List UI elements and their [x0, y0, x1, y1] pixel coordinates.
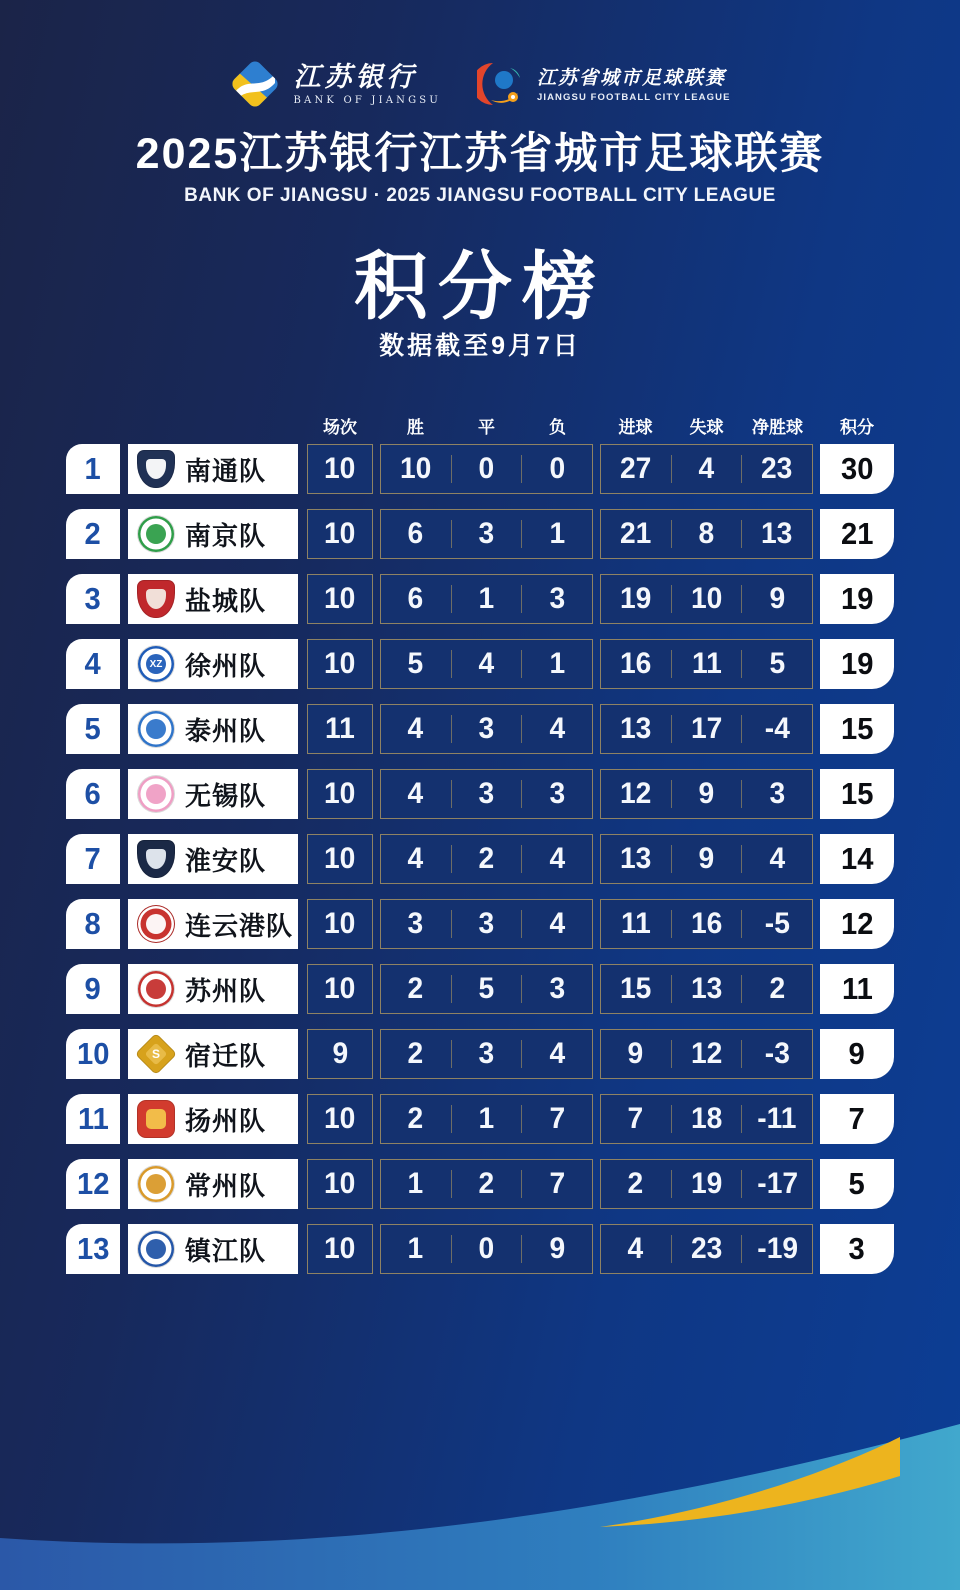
table-row — [66, 509, 894, 559]
rank-badge — [66, 899, 120, 949]
column-header-goal-diff: 净胜球 — [752, 417, 803, 437]
cell-loss: 4 — [549, 1037, 566, 1070]
cell-goals-for: 4 — [627, 1232, 644, 1265]
cell-played: 10 — [307, 1224, 373, 1274]
team-crest-initials: S — [151, 1047, 160, 1061]
cell-loss: 9 — [549, 1232, 566, 1265]
team-name: 常州队 — [185, 1170, 267, 1201]
team-cell — [128, 1224, 298, 1274]
rank-badge — [66, 1029, 120, 1079]
rank-badge — [66, 769, 120, 819]
points-badge — [820, 1224, 894, 1274]
cell-goal-diff: 9 — [769, 582, 786, 615]
points-value: 21 — [840, 516, 874, 551]
cell-win: 4 — [407, 842, 424, 875]
cell-win: 10 — [400, 452, 432, 485]
bank-logo-text — [293, 63, 440, 106]
rank-number: 2 — [84, 516, 102, 551]
cell-played: 10 — [307, 834, 373, 884]
points-badge — [820, 1094, 894, 1144]
team-crest-icon — [137, 1100, 175, 1138]
table-row — [66, 964, 894, 1014]
cell-win: 2 — [407, 1102, 424, 1135]
cell-loss: 1 — [549, 647, 566, 680]
cell-group-win-draw-loss — [380, 1159, 593, 1209]
team-crest-icon — [137, 1230, 175, 1268]
cell-group-win-draw-loss — [380, 1094, 593, 1144]
league-name-en: JIANGSU FOOTBALL CITY LEAGUE — [536, 91, 731, 103]
cell-win: 3 — [407, 907, 424, 940]
rank-number: 5 — [84, 711, 102, 746]
cell-goals-against: 19 — [690, 1167, 723, 1200]
team-name: 扬州队 — [185, 1105, 267, 1136]
points-badge — [820, 964, 894, 1014]
table-row — [66, 639, 894, 689]
rank-badge — [66, 1224, 120, 1274]
cell-goals-against: 4 — [698, 452, 715, 485]
table-row — [66, 574, 894, 624]
table-row — [66, 899, 894, 949]
points-value: 9 — [848, 1036, 866, 1071]
points-badge — [820, 769, 894, 819]
team-crest-initials — [138, 971, 174, 1007]
cell-loss: 0 — [549, 452, 566, 485]
cell-loss: 4 — [549, 842, 566, 875]
rank-number: 9 — [84, 971, 102, 1006]
league-logo-group — [477, 60, 731, 108]
table-row — [66, 1224, 894, 1274]
cell-goal-diff: 3 — [769, 777, 786, 810]
team-cell — [128, 1094, 298, 1144]
team-name: 盐城队 — [185, 585, 267, 616]
cell-goals-against: 9 — [698, 842, 715, 875]
cell-goals-for: 13 — [620, 712, 652, 745]
cell-draw: 1 — [478, 1102, 495, 1135]
team-crest-icon — [137, 970, 175, 1008]
rank-number: 3 — [84, 581, 102, 616]
team-crest-icon — [137, 645, 175, 683]
rank-badge — [66, 639, 120, 689]
table-row — [66, 1159, 894, 1209]
rank-badge — [66, 509, 120, 559]
standings-table — [66, 413, 894, 1274]
rank-badge — [66, 1094, 120, 1144]
rank-number: 6 — [84, 776, 102, 811]
cell-group-win-draw-loss — [380, 574, 593, 624]
rank-number: 1 — [84, 451, 102, 486]
team-cell — [128, 704, 298, 754]
bank-name-cn: 江苏银行 — [293, 61, 418, 93]
league-logo-icon — [477, 60, 525, 108]
team-crest-icon — [137, 1165, 175, 1203]
rank-badge — [66, 444, 120, 494]
gold-swoosh — [600, 1437, 900, 1527]
cell-played: 10 — [307, 509, 373, 559]
cell-goal-diff: -5 — [764, 907, 790, 940]
cell-goal-diff: -4 — [764, 712, 790, 745]
cell-draw: 3 — [478, 777, 495, 810]
team-crest-initials — [138, 516, 174, 552]
cell-loss: 3 — [549, 972, 566, 1005]
cell-win: 1 — [407, 1167, 424, 1200]
column-header-draw: 平 — [478, 417, 495, 437]
column-header-goals-against: 失球 — [689, 417, 724, 437]
points-badge — [820, 899, 894, 949]
cell-group-win-draw-loss — [380, 639, 593, 689]
cell-group-win-draw-loss — [380, 834, 593, 884]
cell-group-goals — [600, 704, 813, 754]
league-logo-text — [537, 66, 731, 103]
cell-goals-for: 19 — [620, 582, 652, 615]
cell-goals-against: 16 — [690, 907, 723, 940]
points-value: 7 — [848, 1101, 866, 1136]
cell-win: 6 — [407, 517, 424, 550]
cell-group-win-draw-loss — [380, 899, 593, 949]
cell-goals-for: 21 — [620, 517, 652, 550]
cell-draw: 0 — [478, 1232, 495, 1265]
team-cell — [128, 574, 298, 624]
team-cell — [128, 444, 298, 494]
cell-draw: 3 — [478, 712, 495, 745]
rank-number: 7 — [84, 841, 102, 876]
cell-win: 2 — [407, 1037, 424, 1070]
team-crest-icon — [137, 515, 175, 553]
points-value: 30 — [840, 451, 874, 486]
cell-group-win-draw-loss — [380, 509, 593, 559]
logo-row — [0, 54, 960, 114]
cell-goals-for: 13 — [620, 842, 652, 875]
cell-goals-against: 8 — [698, 517, 715, 550]
points-value: 14 — [840, 841, 874, 876]
team-name: 南京队 — [185, 520, 267, 551]
cell-loss: 4 — [549, 907, 566, 940]
team-crest-icon — [137, 710, 175, 748]
cell-draw: 3 — [478, 517, 495, 550]
cell-goals-for: 16 — [620, 647, 652, 680]
table-row — [66, 1094, 894, 1144]
cell-goal-diff: 5 — [769, 647, 786, 680]
rank-badge — [66, 964, 120, 1014]
cell-group-win-draw-loss — [380, 1224, 593, 1274]
column-header-points: 积分 — [840, 417, 874, 437]
cell-goal-diff: 4 — [769, 842, 786, 875]
cell-played: 10 — [307, 899, 373, 949]
points-badge — [820, 639, 894, 689]
team-name: 南通队 — [185, 455, 267, 486]
cell-goal-diff: -3 — [764, 1037, 790, 1070]
rank-badge — [66, 574, 120, 624]
cell-draw: 2 — [478, 1167, 495, 1200]
cell-group-goals — [600, 639, 813, 689]
rank-number: 10 — [76, 1036, 110, 1071]
cell-goals-against: 13 — [690, 972, 723, 1005]
points-value: 5 — [848, 1166, 866, 1201]
team-cell — [128, 1159, 298, 1209]
cell-draw: 3 — [478, 1037, 495, 1070]
points-badge — [820, 509, 894, 559]
points-badge — [820, 444, 894, 494]
team-crest-icon — [137, 905, 175, 943]
team-crest-icon — [137, 450, 175, 488]
cell-draw: 1 — [478, 582, 495, 615]
cell-win: 1 — [407, 1232, 424, 1265]
table-row — [66, 1029, 894, 1079]
cell-goals-for: 2 — [627, 1167, 644, 1200]
cell-group-win-draw-loss — [380, 769, 593, 819]
cell-loss: 3 — [549, 582, 566, 615]
team-crest-initials — [138, 711, 174, 747]
cell-played: 10 — [307, 1094, 373, 1144]
points-value: 11 — [841, 971, 873, 1006]
points-badge — [820, 1159, 894, 1209]
team-cell — [128, 834, 298, 884]
data-cutoff-note: 数据截至9月7日 — [379, 332, 581, 360]
table-body — [66, 444, 894, 1274]
cell-goals-against: 17 — [690, 712, 723, 745]
cell-goals-against: 23 — [690, 1232, 723, 1265]
cell-loss: 3 — [549, 777, 566, 810]
cell-group-win-draw-loss — [380, 704, 593, 754]
team-crest-initials — [138, 906, 174, 942]
cell-group-goals — [600, 1029, 813, 1079]
cell-played: 10 — [307, 1159, 373, 1209]
cell-goals-for: 11 — [620, 907, 651, 940]
league-name-cn: 江苏省城市足球联赛 — [536, 66, 726, 89]
rank-number: 12 — [76, 1166, 110, 1201]
cell-win: 6 — [407, 582, 424, 615]
cell-win: 4 — [407, 712, 424, 745]
team-cell — [128, 964, 298, 1014]
column-headers — [66, 413, 894, 437]
cell-group-goals — [600, 444, 813, 494]
team-cell — [128, 769, 298, 819]
team-crest-initials — [138, 581, 174, 617]
points-value: 12 — [840, 906, 874, 941]
cell-loss: 4 — [549, 712, 566, 745]
points-value: 19 — [840, 646, 874, 681]
table-row — [66, 769, 894, 819]
column-header-loss: 负 — [549, 417, 566, 437]
cell-played: 11 — [307, 704, 373, 754]
cell-played: 10 — [307, 444, 373, 494]
light-blue-band — [0, 1424, 960, 1590]
cell-group-goals — [600, 964, 813, 1014]
cell-group-goals — [600, 1094, 813, 1144]
team-name: 泰州队 — [185, 715, 267, 746]
points-badge — [820, 574, 894, 624]
column-header-played: 场次 — [323, 417, 357, 437]
cell-group-goals — [600, 834, 813, 884]
cell-goals-against: 11 — [691, 647, 722, 680]
team-cell — [128, 509, 298, 559]
cell-win: 2 — [407, 972, 424, 1005]
cell-goals-for: 27 — [620, 452, 652, 485]
cell-group-goals — [600, 769, 813, 819]
team-cell — [128, 639, 298, 689]
cell-played: 9 — [307, 1029, 373, 1079]
team-name: 徐州队 — [185, 650, 267, 681]
cell-loss: 7 — [549, 1102, 566, 1135]
cell-goals-for: 7 — [627, 1102, 644, 1135]
rank-badge — [66, 1159, 120, 1209]
cell-draw: 2 — [478, 842, 495, 875]
cell-group-goals — [600, 1224, 813, 1274]
cell-goals-for: 12 — [620, 777, 652, 810]
page-title: 2025江苏银行江苏省城市足球联赛 — [135, 130, 825, 178]
points-value: 3 — [848, 1231, 866, 1266]
table-row — [66, 834, 894, 884]
points-value: 19 — [840, 581, 874, 616]
cell-draw: 0 — [478, 452, 495, 485]
cell-group-win-draw-loss — [380, 964, 593, 1014]
team-crest-icon — [137, 840, 175, 878]
rank-number: 13 — [76, 1231, 110, 1266]
cell-goals-against: 12 — [690, 1037, 723, 1070]
points-badge — [820, 834, 894, 884]
team-crest-initials — [138, 451, 174, 487]
standings-title: 积分榜 — [354, 245, 606, 328]
cell-goal-diff: 2 — [769, 972, 786, 1005]
team-name: 镇江队 — [185, 1235, 267, 1266]
cell-goals-for: 9 — [627, 1037, 644, 1070]
team-name: 宿迁队 — [185, 1040, 267, 1071]
cell-draw: 5 — [478, 972, 495, 1005]
cell-draw: 4 — [478, 647, 495, 680]
cell-group-goals — [600, 509, 813, 559]
cell-win: 4 — [407, 777, 424, 810]
cell-goals-against: 9 — [698, 777, 715, 810]
column-header-win: 胜 — [407, 417, 424, 437]
cell-goal-diff: -11 — [757, 1102, 797, 1135]
cell-played: 10 — [307, 769, 373, 819]
team-crest-icon — [135, 1033, 177, 1075]
bank-of-jiangsu-logo-icon — [229, 58, 281, 110]
cell-draw: 3 — [478, 907, 495, 940]
cell-goal-diff: 23 — [761, 452, 793, 485]
team-name: 无锡队 — [185, 780, 267, 811]
team-crest-icon — [137, 775, 175, 813]
rank-number: 4 — [84, 646, 102, 681]
cell-group-goals — [600, 574, 813, 624]
cell-loss: 1 — [549, 517, 566, 550]
cell-played: 10 — [307, 964, 373, 1014]
rank-number: 11 — [77, 1101, 109, 1136]
team-name: 淮安队 — [185, 845, 267, 876]
team-crest-initials — [138, 1231, 174, 1267]
cell-group-goals — [600, 899, 813, 949]
team-crest-initials — [138, 1101, 174, 1137]
points-badge — [820, 704, 894, 754]
team-crest-initials: XZ — [149, 658, 163, 670]
cell-goals-against: 10 — [690, 582, 723, 615]
points-value: 15 — [840, 776, 874, 811]
cell-goal-diff: 13 — [761, 517, 793, 550]
cell-goal-diff: -19 — [756, 1232, 798, 1265]
cell-goals-for: 15 — [620, 972, 652, 1005]
cell-group-win-draw-loss — [380, 1029, 593, 1079]
table-row — [66, 444, 894, 494]
cell-win: 5 — [407, 647, 424, 680]
team-name: 连云港队 — [185, 910, 294, 941]
team-cell — [128, 899, 298, 949]
cell-group-win-draw-loss — [380, 444, 593, 494]
team-crest-initials — [138, 841, 174, 877]
cell-loss: 7 — [549, 1167, 566, 1200]
table-row — [66, 704, 894, 754]
rank-badge — [66, 834, 120, 884]
rank-number: 8 — [84, 906, 102, 941]
cell-goals-against: 18 — [690, 1102, 723, 1135]
team-crest-initials — [138, 1166, 174, 1202]
cell-played: 10 — [307, 639, 373, 689]
bank-logo-group — [229, 58, 440, 110]
points-badge — [820, 1029, 894, 1079]
points-value: 15 — [840, 711, 874, 746]
column-header-goals-for: 进球 — [618, 417, 653, 437]
bank-name-en: BANK OF JIANGSU — [293, 94, 441, 106]
cell-goal-diff: -17 — [756, 1167, 798, 1200]
cell-group-goals — [600, 1159, 813, 1209]
team-name: 苏州队 — [185, 975, 267, 1006]
team-crest-initials — [138, 776, 174, 812]
cell-played: 10 — [307, 574, 373, 624]
team-crest-icon — [137, 580, 175, 618]
page-subtitle: BANK OF JIANGSU · 2025 JIANGSU FOOTBALL CITY LEAGUE — [184, 185, 776, 206]
rank-badge — [66, 704, 120, 754]
team-cell — [128, 1029, 298, 1079]
